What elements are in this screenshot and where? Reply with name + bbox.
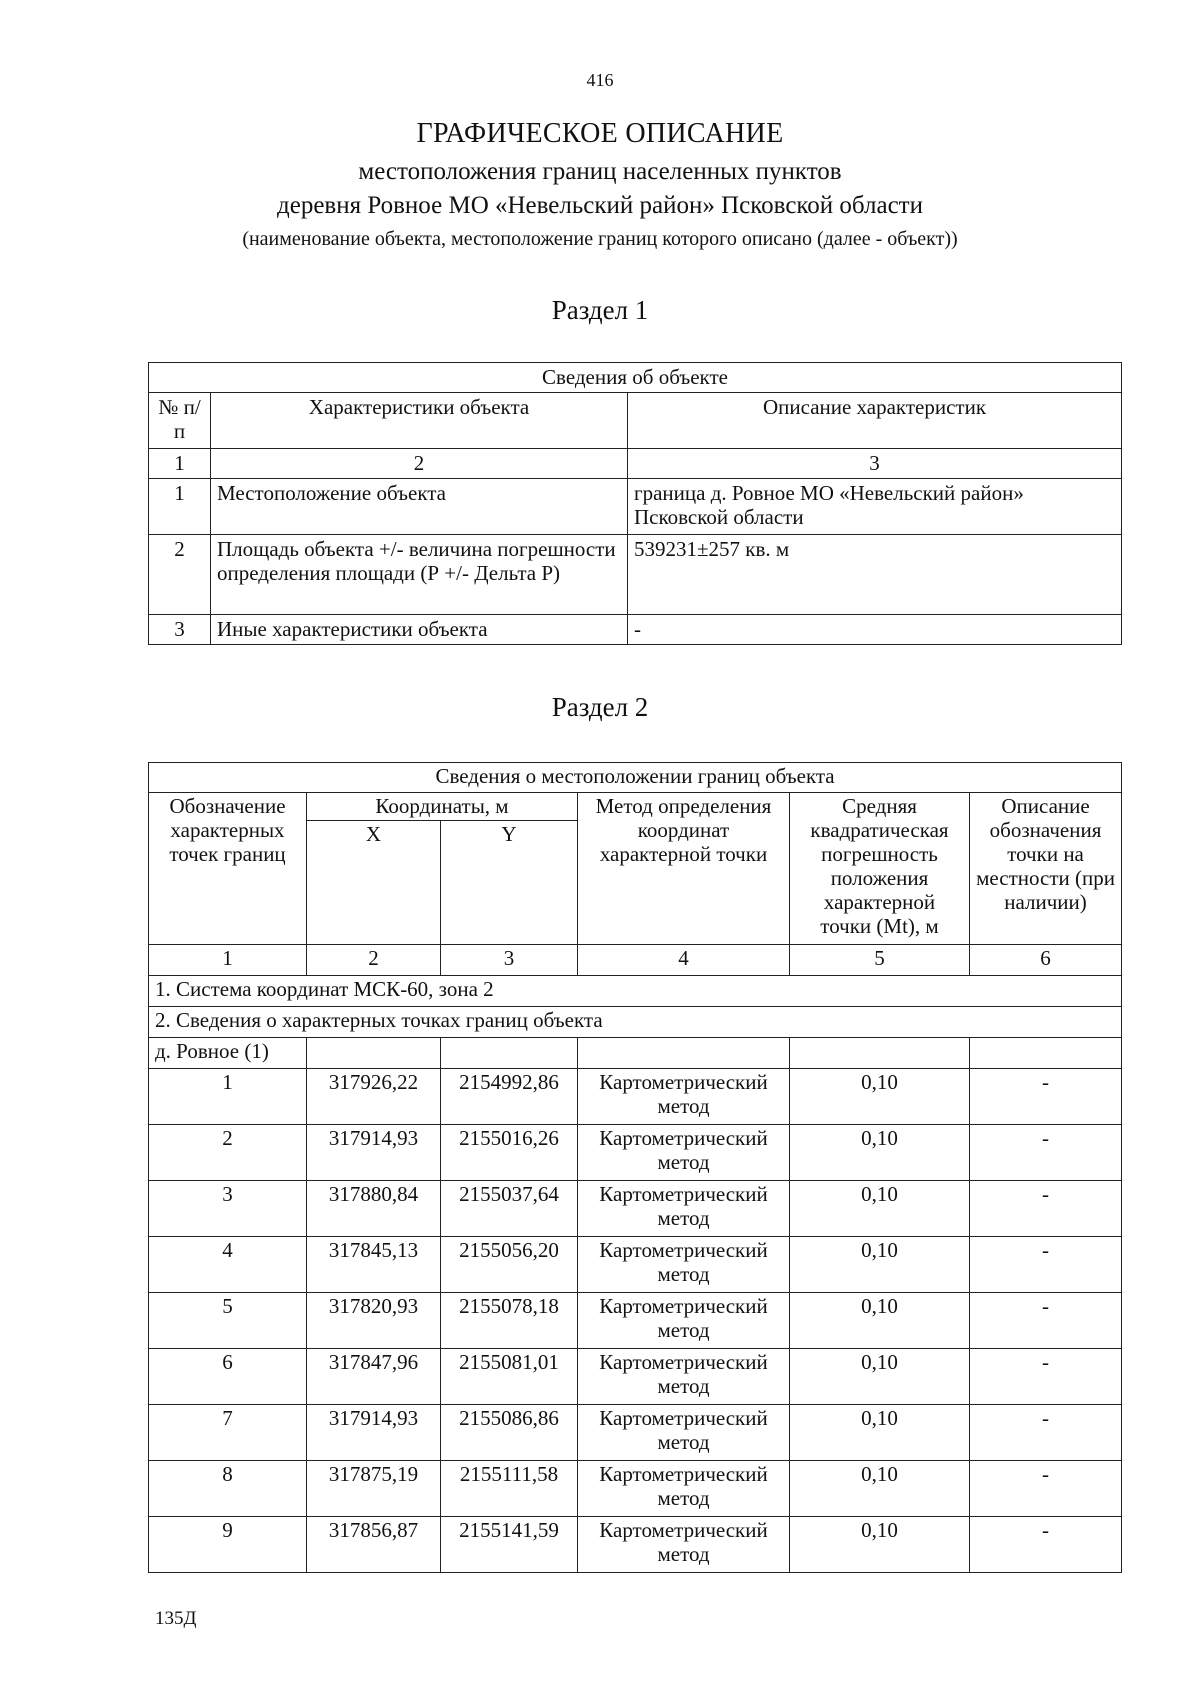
header-number: № п/п xyxy=(149,393,211,449)
header-method: Метод определения координат характерной точки xyxy=(578,793,790,945)
error-value: 0,10 xyxy=(790,1125,970,1181)
header-x: X xyxy=(307,821,441,945)
coordinate-y: 2155141,59 xyxy=(441,1517,578,1573)
header-coordinates: Координаты, м xyxy=(307,793,578,821)
method: Картометрический метод xyxy=(578,1349,790,1405)
location-description: - xyxy=(970,1461,1122,1517)
coordinate-y: 2155081,01 xyxy=(441,1349,578,1405)
empty-cell xyxy=(307,1038,441,1069)
location-description: - xyxy=(970,1069,1122,1125)
table-row xyxy=(149,1181,1122,1237)
coordinate-y: 2155111,58 xyxy=(441,1461,578,1517)
table-row xyxy=(149,1461,1122,1517)
empty-cell xyxy=(970,1038,1122,1069)
column-number: 3 xyxy=(628,449,1122,479)
error-value: 0,10 xyxy=(790,1461,970,1517)
location-description: - xyxy=(970,1517,1122,1573)
row-value: - xyxy=(628,615,1122,645)
coordinate-y: 2155086,86 xyxy=(441,1405,578,1461)
column-number: 5 xyxy=(790,945,970,976)
point-number: 1 xyxy=(149,1069,307,1125)
row-number: 1 xyxy=(149,479,211,535)
error-value: 0,10 xyxy=(790,1349,970,1405)
coordinate-x: 317880,84 xyxy=(307,1181,441,1237)
document-caption: (наименование объекта, местоположение границ которого описано (далее - объект)) xyxy=(242,228,958,250)
table-row xyxy=(149,479,1122,535)
location-description: - xyxy=(970,1293,1122,1349)
column-number: 2 xyxy=(211,449,628,479)
table-row xyxy=(149,1125,1122,1181)
object-info-table-title: Сведения об объекте xyxy=(149,363,1122,393)
boundary-points-table xyxy=(148,762,1122,1573)
coordinate-y: 2155056,20 xyxy=(441,1237,578,1293)
point-number: 9 xyxy=(149,1517,307,1573)
error-value: 0,10 xyxy=(790,1293,970,1349)
coordinate-x: 317856,87 xyxy=(307,1517,441,1573)
method: Картометрический метод xyxy=(578,1405,790,1461)
table-row xyxy=(149,615,1122,645)
column-number: 6 xyxy=(970,945,1122,976)
coordinate-x: 317820,93 xyxy=(307,1293,441,1349)
coordinate-x: 317845,13 xyxy=(307,1237,441,1293)
column-number: 2 xyxy=(307,945,441,976)
table-row xyxy=(149,1069,1122,1125)
coordinate-x: 317914,93 xyxy=(307,1405,441,1461)
row-number: 3 xyxy=(149,615,211,645)
coordinate-system: 1. Система координат МСК-60, зона 2 xyxy=(149,976,1122,1007)
location-description: - xyxy=(970,1237,1122,1293)
header-error: Средняя квадратическая погрешность положения характерной точки (Mt), м xyxy=(790,793,970,945)
empty-cell xyxy=(790,1038,970,1069)
method: Картометрический метод xyxy=(578,1293,790,1349)
coordinate-x: 317926,22 xyxy=(307,1069,441,1125)
table-row xyxy=(149,1293,1122,1349)
error-value: 0,10 xyxy=(790,1181,970,1237)
error-value: 0,10 xyxy=(790,1517,970,1573)
document-subtitle-line-1: местоположения границ населенных пунктов xyxy=(358,158,842,185)
empty-cell xyxy=(441,1038,578,1069)
header-description: Описание характеристик xyxy=(628,393,1122,449)
column-number: 4 xyxy=(578,945,790,976)
error-value: 0,10 xyxy=(790,1069,970,1125)
header-location-description: Описание обозначения точки на местности (при наличии) xyxy=(970,793,1122,945)
coordinate-x: 317914,93 xyxy=(307,1125,441,1181)
points-heading: 2. Сведения о характерных точках границ объекта xyxy=(149,1007,1122,1038)
table-row xyxy=(149,1349,1122,1405)
method: Картометрический метод xyxy=(578,1125,790,1181)
group-label: д. Ровное (1) xyxy=(149,1038,307,1069)
location-description: - xyxy=(970,1349,1122,1405)
coordinate-y: 2155016,26 xyxy=(441,1125,578,1181)
row-value: граница д. Ровное МО «Невельский район» Псковской области xyxy=(628,479,1122,535)
method: Картометрический метод xyxy=(578,1181,790,1237)
point-number: 7 xyxy=(149,1405,307,1461)
method: Картометрический метод xyxy=(578,1517,790,1573)
point-number: 5 xyxy=(149,1293,307,1349)
table-row xyxy=(149,1405,1122,1461)
point-number: 8 xyxy=(149,1461,307,1517)
section-1-title: Раздел 1 xyxy=(551,295,649,325)
row-number: 2 xyxy=(149,535,211,615)
table-row xyxy=(149,1237,1122,1293)
header-y: Y xyxy=(441,821,578,945)
row-value: 539231±257 кв. м xyxy=(628,535,1122,615)
coordinate-y: 2154992,86 xyxy=(441,1069,578,1125)
document-title: ГРАФИЧЕСКОЕ ОПИСАНИЕ xyxy=(416,118,784,149)
footer-code: 135Д xyxy=(155,1608,197,1629)
header-point: Обозначение характерных точек границ xyxy=(149,793,307,945)
location-description: - xyxy=(970,1405,1122,1461)
header-characteristics: Характеристики объекта xyxy=(211,393,628,449)
column-number: 1 xyxy=(149,945,307,976)
coordinate-x: 317875,19 xyxy=(307,1461,441,1517)
row-characteristic: Иные характеристики объекта xyxy=(211,615,628,645)
method: Картометрический метод xyxy=(578,1461,790,1517)
point-number: 6 xyxy=(149,1349,307,1405)
table-row xyxy=(149,535,1122,615)
method: Картометрический метод xyxy=(578,1237,790,1293)
coordinate-x: 317847,96 xyxy=(307,1349,441,1405)
table-row xyxy=(149,1517,1122,1573)
point-number: 2 xyxy=(149,1125,307,1181)
boundary-table-title: Сведения о местоположении границ объекта xyxy=(149,763,1122,793)
document-subtitle-line-2: деревня Ровное МО «Невельский район» Псковской области xyxy=(277,192,923,219)
coordinate-y: 2155037,64 xyxy=(441,1181,578,1237)
method: Картометрический метод xyxy=(578,1069,790,1125)
row-characteristic: Местоположение объекта xyxy=(211,479,628,535)
column-number: 1 xyxy=(149,449,211,479)
column-number: 3 xyxy=(441,945,578,976)
row-characteristic: Площадь объекта +/- величина погрешности определения площади (Р +/- Дельта Р) xyxy=(211,535,628,615)
point-number: 3 xyxy=(149,1181,307,1237)
section-2-title: Раздел 2 xyxy=(551,692,649,722)
point-number: 4 xyxy=(149,1237,307,1293)
coordinate-y: 2155078,18 xyxy=(441,1293,578,1349)
error-value: 0,10 xyxy=(790,1237,970,1293)
empty-cell xyxy=(578,1038,790,1069)
location-description: - xyxy=(970,1125,1122,1181)
location-description: - xyxy=(970,1181,1122,1237)
page-number: 416 xyxy=(586,70,614,90)
object-info-table xyxy=(148,362,1122,645)
error-value: 0,10 xyxy=(790,1405,970,1461)
